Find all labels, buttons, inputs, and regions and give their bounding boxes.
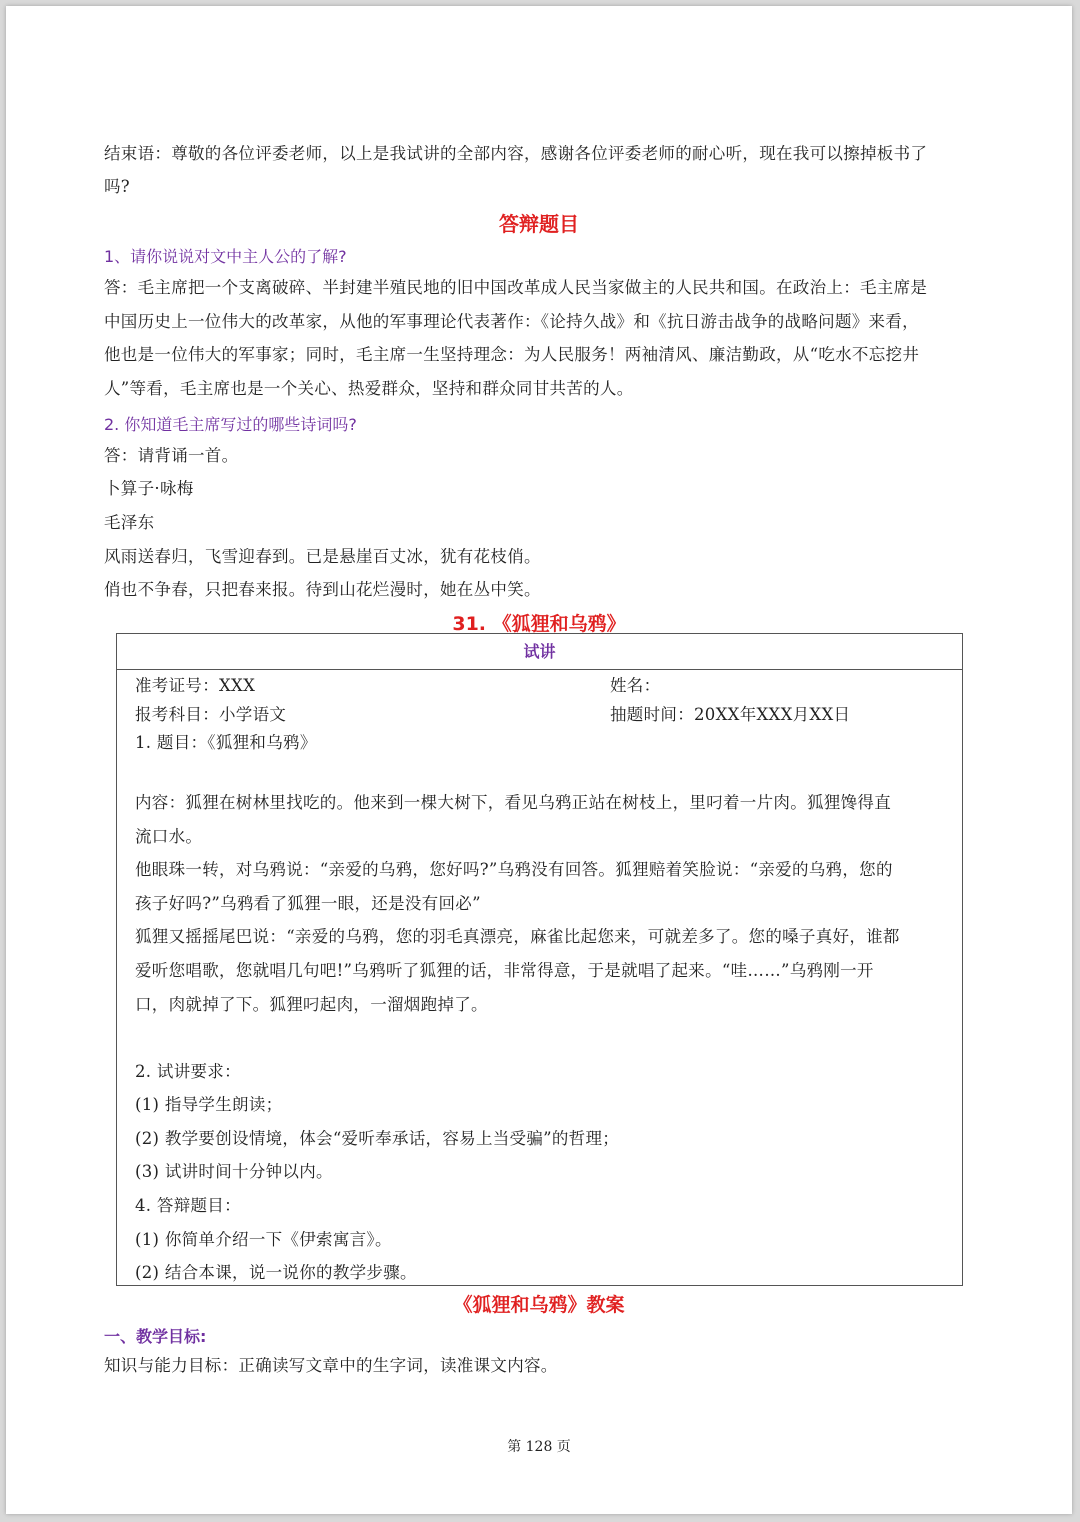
closing-line-2: 吗? [104,177,130,196]
requirement-heading: 2. 试讲要求： [135,1062,241,1081]
lesson-topic: 1. 题目：《狐狸和乌鸦》 [135,733,317,752]
requirement-2: (2) 教学要创设情境，体会“爱听奉承话，容易上当受骗”的哲理； [135,1129,620,1148]
content-line-5: 狐狸又摇摇尾巴说：“亲爱的乌鸦，您的羽毛真漂亮，麻雀比起您来，可就差多了。您的嗓子真好，谁都 [135,927,900,946]
answer-1-line-4: 人”等看，毛主席也是一个关心、热爱群众，坚持和群众同甘共苦的人。 [104,379,634,398]
lecture-box [116,633,963,1286]
exam-id: 准考证号：XXX [135,676,256,695]
draw-time: 抽题时间：20XX年XXX月XX日 [610,705,851,724]
answer-2-line-1: 答：请背诵一首。 [104,446,239,465]
poem-line-1: 风雨送春归，飞雪迎春到。已是悬崖百丈冰，犹有花枝俏。 [104,547,541,566]
defense-title: 答辩题目 [499,212,579,236]
content-line-6: 爱听您唱歌，您就唱几句吧!”乌鸦听了狐狸的话，非常得意，于是就唱了起来。“哇……”乌鸦刚一开 [135,961,874,980]
poem-title: 卜算子·咏梅 [104,479,194,498]
defense-question-2: 2. 你知道毛主席写过的哪些诗词吗? [104,415,357,434]
goal-line: 知识与能力目标：正确读写文章中的生字词，读准课文内容。 [104,1356,558,1375]
lecture-box-header: 试讲 [117,634,962,670]
goal-heading: 一、教学目标: [104,1327,207,1346]
answer-1-line-1: 答：毛主席把一个支离破碎、半封建半殖民地的旧中国改革成人民当家做主的人民共和国。在政治上：毛主席是 [104,278,928,297]
poem-line-2: 俏也不争春，只把春来报。待到山花烂漫时，她在丛中笑。 [104,580,541,599]
page-number: 第 128 页 [507,1439,571,1455]
closing-line-1: 结束语：尊敬的各位评委老师，以上是我试讲的全部内容，感谢各位评委老师的耐心听，现在我可以擦掉板书了 [104,144,928,163]
candidate-name: 姓名： [610,676,661,695]
content-line-7: 口，肉就掉了下。狐狸叼起肉，一溜烟跑掉了。 [135,995,488,1014]
content-line-1: 内容：狐狸在树林里找吃的。他来到一棵大树下，看见乌鸦正站在树枝上，里叼着一片肉。狐狸馋得直 [135,793,891,812]
requirement-1: (1) 指导学生朗读； [135,1095,283,1114]
defense-item-2: (2) 结合本课，说一说你的教学步骤。 [135,1263,417,1282]
content-line-3: 他眼珠一转，对乌鸦说：“亲爱的乌鸦，您好吗?”乌鸦没有回答。狐狸赔着笑脸说：“亲爱的乌鸦，您的 [135,860,893,879]
defense-heading: 4. 答辩题目： [135,1196,241,1215]
content-line-4: 孩子好吗?”乌鸦看了狐狸一眼，还是没有回必” [135,894,481,913]
document-page [6,6,1072,1514]
answer-1-line-3: 他也是一位伟大的军事家；同时，毛主席一生坚持理念：为人民服务！两袖清风、廉洁勤政，从“吃水不忘挖井 [104,345,920,364]
exam-subject: 报考科目：小学语文 [135,705,287,724]
requirement-3: (3) 试讲时间十分钟以内。 [135,1162,333,1181]
defense-item-1: (1) 你简单介绍一下《伊索寓言》。 [135,1230,392,1249]
content-line-2: 流口水。 [135,827,203,846]
answer-1-line-2: 中国历史上一位伟大的改革家，从他的军事理论代表著作：《论持久战》和《抗日游击战争的战略问题》来看， [104,312,919,331]
lesson-title: 31. 《狐狸和乌鸦》 [452,613,626,635]
plan-title: 《狐狸和乌鸦》教案 [453,1294,625,1316]
defense-question-1: 1、请你说说对文中主人公的了解? [104,247,347,266]
poem-author: 毛泽东 [104,513,155,532]
